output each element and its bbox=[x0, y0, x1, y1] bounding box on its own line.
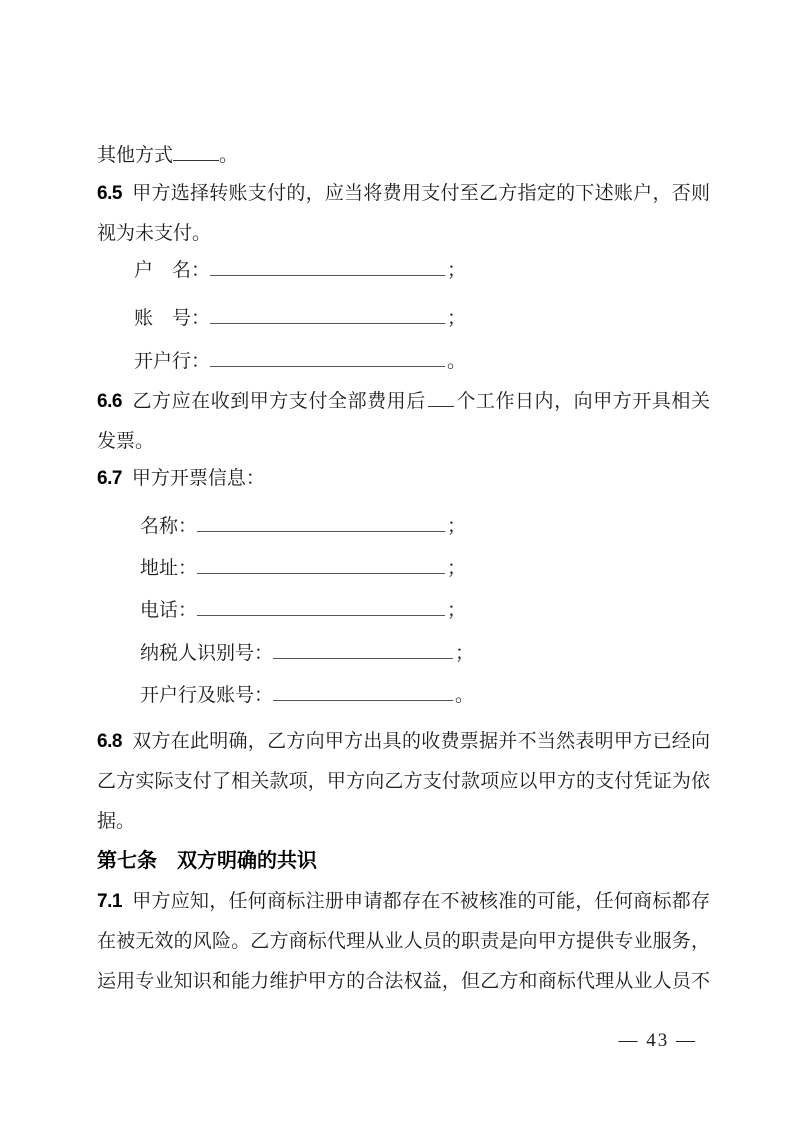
bank-branch-row bbox=[134, 342, 710, 382]
fill-in-blank bbox=[210, 256, 445, 276]
fill-in-blank bbox=[197, 596, 445, 616]
fill-in-blank bbox=[173, 141, 219, 161]
clause-6-5-line-1 bbox=[97, 174, 710, 214]
invoice-phone-row bbox=[140, 591, 710, 631]
punctuation: ； bbox=[447, 600, 467, 621]
clause-text: 个工作日内，向甲方开具相关 bbox=[455, 391, 710, 412]
bank-account-number-row bbox=[134, 299, 710, 339]
punctuation: 。 bbox=[219, 145, 239, 166]
paragraph-continuation bbox=[97, 136, 710, 176]
fill-in-blank bbox=[273, 639, 453, 659]
invoice-taxid-row bbox=[140, 634, 710, 674]
punctuation: 。 bbox=[447, 351, 467, 372]
clause-6-8-line-2 bbox=[97, 762, 710, 802]
clause-text: 据。 bbox=[97, 811, 136, 832]
section-heading-text: 第七条 双方明确的共识 bbox=[97, 850, 317, 872]
fill-in-blank bbox=[210, 304, 445, 324]
clause-6-6 bbox=[97, 382, 710, 462]
invoice-bank-account-row bbox=[140, 676, 710, 716]
punctuation: ； bbox=[447, 558, 467, 579]
clause-6-6-line-2 bbox=[97, 422, 710, 462]
clause-7-1-line-1 bbox=[97, 882, 710, 922]
clause-text: 甲方选择转账支付的，应当将费用支付至乙方指定的下述账户，否则 bbox=[131, 183, 710, 204]
clause-text: 乙方应在收到甲方支付全部费用后 bbox=[131, 391, 426, 412]
clause-number-6-5: 6.5 bbox=[97, 183, 122, 204]
field-label: 户 名： bbox=[134, 260, 211, 281]
clause-6-8-line-1 bbox=[97, 722, 710, 762]
page-content bbox=[0, 136, 793, 1002]
clause-text: 甲方开票信息： bbox=[131, 468, 265, 489]
continuation-text: 其他方式 bbox=[97, 145, 174, 166]
clause-text: 甲方应知，任何商标注册申请都存在不被核准的可能，任何商标都存 bbox=[131, 891, 710, 912]
field-label: 开户行及账号： bbox=[140, 685, 274, 706]
field-label: 账 号： bbox=[134, 308, 211, 329]
clause-7-1-line-2 bbox=[97, 922, 710, 962]
section-7-heading bbox=[97, 841, 710, 881]
clause-number-6-6: 6.6 bbox=[97, 391, 122, 412]
field-label: 开户行： bbox=[134, 351, 211, 372]
fill-in-blank bbox=[197, 512, 445, 532]
invoice-address-row bbox=[140, 549, 710, 589]
punctuation: ； bbox=[447, 308, 467, 329]
field-label: 地址： bbox=[140, 558, 198, 579]
punctuation: ； bbox=[455, 643, 475, 664]
clause-6-5 bbox=[97, 174, 710, 254]
clause-text: 乙方实际支付了相关款项，甲方向乙方支付款项应以甲方的支付凭证为依 bbox=[97, 771, 710, 792]
clause-number-7-1: 7.1 bbox=[97, 891, 122, 912]
clause-text: 运用专业知识和能力维护甲方的合法权益，但乙方和商标代理从业人员不 bbox=[97, 971, 710, 992]
clause-6-6-line-1 bbox=[97, 382, 710, 422]
clause-6-8-line-3 bbox=[97, 802, 710, 842]
clause-7-1-line-3 bbox=[97, 962, 710, 1002]
clause-text: 视为未支付。 bbox=[97, 223, 212, 244]
clause-text: 双方在此明确，乙方向甲方出具的收费票据并不当然表明甲方已经向 bbox=[131, 731, 710, 752]
page-number: — 43 — bbox=[618, 1030, 697, 1051]
clause-6-7 bbox=[97, 459, 710, 499]
punctuation: 。 bbox=[455, 685, 475, 706]
bank-account-name-row bbox=[134, 251, 710, 291]
clause-number-6-7: 6.7 bbox=[97, 468, 122, 489]
invoice-name-row bbox=[140, 507, 710, 547]
clause-6-8 bbox=[97, 722, 710, 842]
field-label: 电话： bbox=[140, 600, 198, 621]
fill-in-blank bbox=[197, 554, 445, 574]
punctuation: ； bbox=[447, 516, 467, 537]
clause-7-1 bbox=[97, 882, 710, 1002]
clause-text: 在被无效的风险。乙方商标代理从业人员的职责是向甲方提供专业服务， bbox=[97, 931, 710, 952]
clause-6-5-line-2 bbox=[97, 214, 710, 254]
punctuation: ； bbox=[447, 260, 467, 281]
field-label: 名称： bbox=[140, 516, 198, 537]
clause-number-6-8: 6.8 bbox=[97, 731, 122, 752]
page-number-footer bbox=[619, 1030, 698, 1052]
fill-in-blank bbox=[273, 681, 453, 701]
fill-in-blank bbox=[428, 387, 454, 407]
fill-in-blank bbox=[210, 347, 445, 367]
field-label: 纳税人识别号： bbox=[140, 643, 274, 664]
clause-text: 发票。 bbox=[97, 431, 155, 452]
